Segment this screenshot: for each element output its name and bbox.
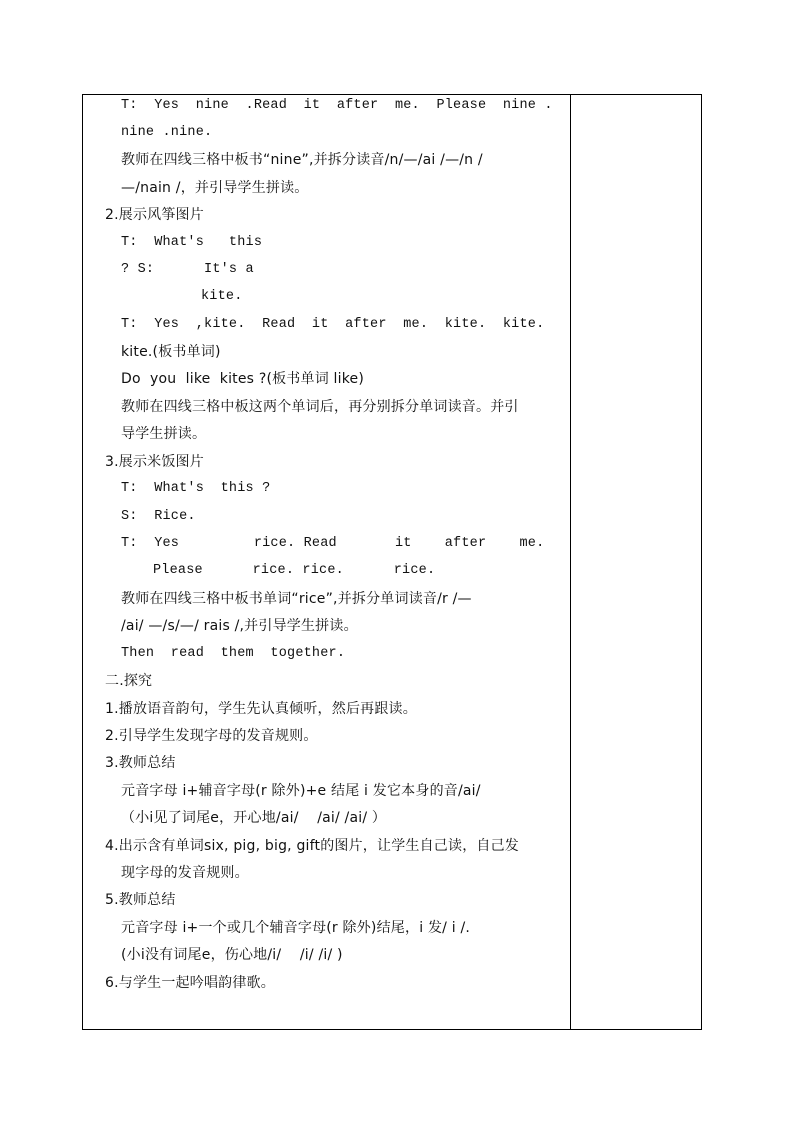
text-line: (小i没有词尾e，伤心地/i/ /i/ /i/ ): [121, 947, 343, 963]
text-line: 4.出示含有单词six, pig, big, gift的图片，让学生自己读，自己发: [105, 838, 520, 854]
lesson-content-cell: [83, 95, 570, 1029]
text-line: 1.播放语音韵句，学生先认真倾听，然后再跟读。: [105, 701, 417, 717]
text-line: 元音字母 i+辅音字母(r 除外)+e 结尾 i 发它本身的音/ai/: [121, 783, 481, 799]
text-line: Then read them together.: [121, 646, 346, 661]
text-line: nine .nine.: [121, 125, 213, 140]
text-line: /ai/ —/s/—/ rais /,并引导学生拼读。: [121, 618, 358, 634]
text-line: 导学生拼读。: [121, 426, 207, 442]
text-line: T: Yes rice. Read it after me.: [121, 536, 545, 551]
text-line: Please rice. rice. rice.: [153, 563, 436, 578]
text-line: 6.与学生一起吟唱韵律歌。: [105, 975, 275, 991]
text-line: kite.(板书单词): [121, 344, 221, 360]
text-line: 元音字母 i+一个或几个辅音字母(r 除外)结尾，i 发/ i /.: [121, 920, 471, 936]
text-line: Do you like kites ?(板书单词 like): [121, 371, 365, 387]
text-line: T: What's this ?: [121, 481, 271, 496]
section-heading: 2.展示风筝图片: [105, 207, 204, 223]
section-heading: 二.探究: [105, 673, 153, 689]
text-line: T: Yes ,kite. Read it after me. kite. kite.: [121, 317, 545, 332]
lesson-table: [82, 94, 702, 1030]
text-line: S: Rice.: [121, 509, 196, 524]
text-line: —/nain /，并引导学生拼读。: [121, 180, 309, 196]
text-line: 现字母的发音规则。: [121, 865, 249, 881]
column-divider: [570, 95, 571, 1029]
text-line: 教师在四线三格中板书“nine”,并拆分读音/n/—/ai /—/n /: [121, 152, 483, 168]
section-heading: 3.展示米饭图片: [105, 454, 204, 470]
section-heading: 3.教师总结: [105, 755, 176, 771]
text-line: （小i见了词尾e，开心地/ai/ /ai/ /ai/ ）: [121, 810, 387, 826]
text-line: 2.引导学生发现字母的发音规则。: [105, 728, 318, 744]
text-line: T: What's this: [121, 235, 263, 250]
text-line: 教师在四线三格中板书单词“rice”,并拆分单词读音/r /—: [121, 591, 472, 607]
section-heading: 5.教师总结: [105, 892, 176, 908]
text-line: 教师在四线三格中板这两个单词后，再分别拆分单词读音。并引: [121, 399, 519, 415]
text-line: T: Yes nine .Read it after me. Please nine .: [121, 98, 553, 113]
text-line: kite.: [201, 289, 243, 304]
text-line: ? S: It's a: [121, 262, 254, 277]
